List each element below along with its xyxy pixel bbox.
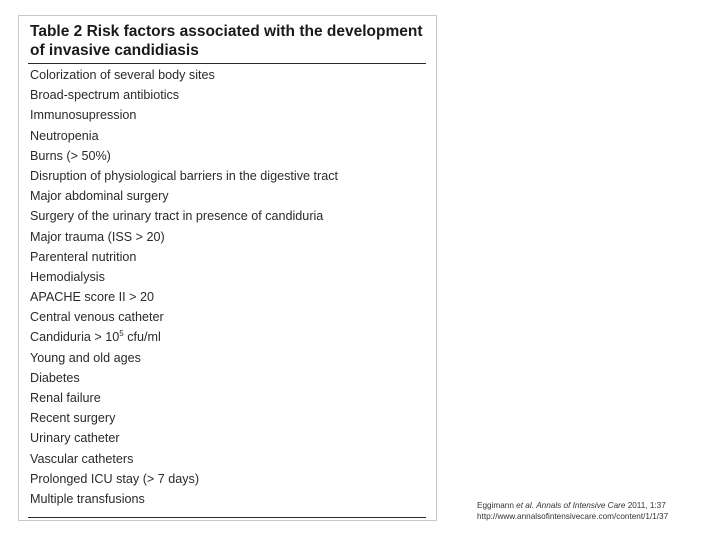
table-row: Young and old ages: [30, 350, 141, 365]
citation-etal: et al.: [516, 501, 534, 510]
candiduria-label: Candiduria > 10: [30, 330, 120, 345]
table-row: Immunosupression: [30, 108, 137, 123]
table-row: Disruption of physiological barriers in the digestive tract: [30, 168, 338, 183]
citation: [477, 500, 668, 522]
table-row: APACHE score II > 20: [30, 290, 155, 305]
table-row: Central venous catheter: [30, 310, 164, 325]
risk-factor-list: [30, 65, 426, 509]
citation-url[interactable]: http://www.annalsofintensivecare.com/content/1/1/37: [477, 512, 669, 521]
table-row: Burns (> 50%): [30, 148, 111, 163]
citation-reference: [477, 500, 668, 511]
candiduria-exponent: 5: [119, 329, 124, 339]
table-row: Hemodialysis: [30, 269, 105, 284]
table-row: Major trauma (ISS > 20): [30, 229, 165, 244]
table-row: Multiple transfusions: [30, 491, 145, 506]
candiduria-unit: cfu/ml: [123, 330, 161, 345]
table-row: Neutropenia: [30, 128, 99, 143]
table-row: Renal failure: [30, 391, 101, 405]
table-bottom-rule: [28, 517, 426, 518]
table-row: Parenteral nutrition: [30, 249, 137, 264]
citation-authors: Eggimann: [477, 501, 514, 510]
table-row: Recent surgery: [30, 411, 116, 426]
table-row: Prolonged ICU stay (> 7 days): [30, 471, 200, 486]
table-row-candiduria: [30, 327, 426, 347]
table-row: Major abdominal surgery: [30, 189, 169, 204]
table-row: Broad-spectrum antibiotics: [30, 88, 180, 103]
table-row: Surgery of the urinary tract in presence of candiduria: [30, 209, 324, 224]
table-row: Vascular catheters: [30, 451, 134, 466]
table-top-rule: [28, 63, 426, 64]
table-row: Urinary catheter: [30, 431, 120, 446]
table-row: Colorization of several body sites: [30, 68, 215, 82]
citation-ref: 2011, 1:37: [627, 501, 666, 510]
table-title: Table 2 Risk factors associated with the development of invasive candidiasis: [30, 23, 423, 59]
table-row: Diabetes: [30, 370, 80, 385]
citation-journal: Annals of Intensive Care: [536, 501, 626, 510]
